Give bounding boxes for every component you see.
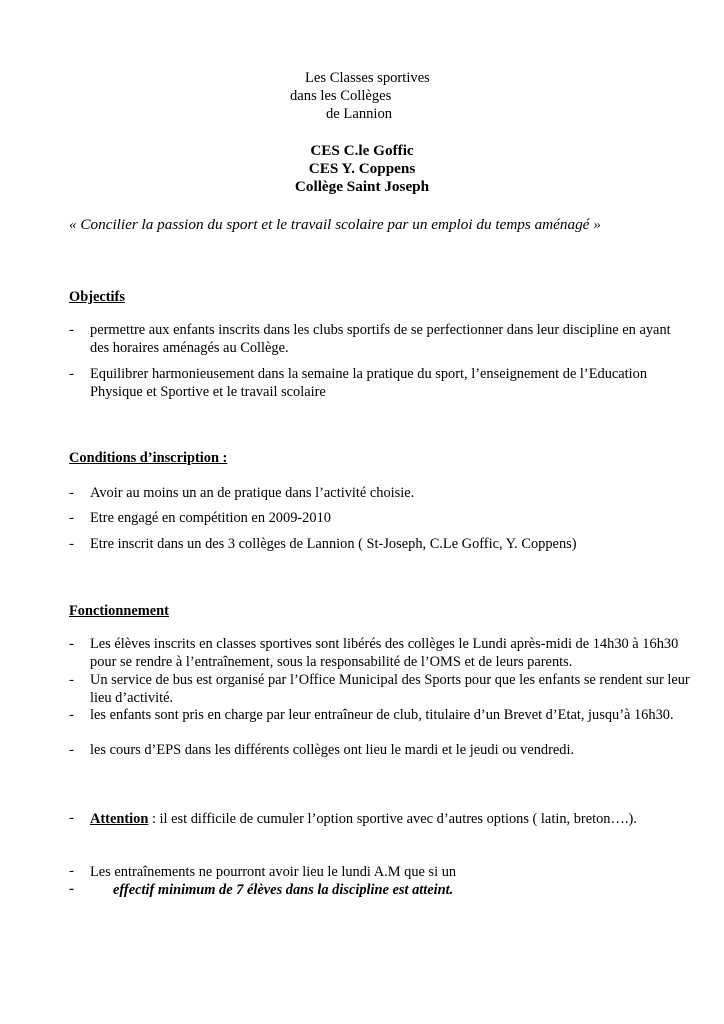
bullet-dash: -: [69, 810, 74, 826]
attention-label: Attention: [90, 811, 149, 827]
fonctionnement-item: les enfants sont pris en charge par leur entraîneur de club, titulaire d’un Brevet d’Etat, jusqu’à 16h30.: [90, 707, 674, 723]
bullet-dash: -: [69, 322, 74, 338]
objectif-item: Equilibrer harmonieusement dans la semaine la pratique du sport, l’enseignement de l’Education Physique et Sportive et le travail scolaire: [90, 366, 648, 400]
bullet-dash: -: [69, 707, 74, 723]
bullet-dash: -: [69, 366, 74, 382]
condition-item: Etre inscrit dans un des 3 collèges de Lannion ( St-Joseph, C.Le Goffic, Y. Coppens): [90, 536, 577, 552]
condition-item: Avoir au moins un an de pratique dans l’activité choisie.: [90, 485, 415, 501]
bullet-dash: -: [69, 636, 74, 652]
attention-text: : il est difficile de cumuler l’option sportive avec d’autres options ( latin, breton….).: [148, 811, 637, 827]
final-note-line-2: effectif minimum de 7 élèves dans la discipline est atteint.: [113, 882, 454, 898]
objectif-item: permettre aux enfants inscrits dans les clubs sportifs de se perfectionner dans leur discipline en ayant des horaires aménagés au Collège.: [90, 322, 671, 356]
school-name: CES Y. Coppens: [308, 160, 416, 177]
school-name: CES C.le Goffic: [310, 142, 414, 159]
school-name: Collège Saint Joseph: [294, 178, 430, 195]
bullet-dash: -: [69, 672, 74, 688]
attention-note: [90, 810, 637, 828]
bullet-dash: -: [69, 863, 74, 879]
bullet-dash: -: [69, 510, 74, 526]
slogan: « Concilier la passion du sport et le travail scolaire par un emploi du temps aménagé »: [69, 216, 601, 233]
bullet-dash: -: [69, 536, 74, 552]
bullet-dash: -: [69, 485, 74, 501]
final-note-line-1: Les entraînements ne pourront avoir lieu le lundi A.M que si un: [90, 864, 457, 880]
section-heading-fonctionnement: Fonctionnement: [69, 603, 169, 619]
fonctionnement-item: Les élèves inscrits en classes sportives sont libérés des collèges le Lundi après-midi de 14h30 à 16h30 pour se rendre à l’entraînement, sous la responsabilité de l’OMS et de leurs parents.: [90, 636, 679, 670]
title-line-2: dans les Collèges: [290, 88, 392, 104]
title-line-1: Les Classes sportives: [305, 70, 430, 86]
fonctionnement-item: Un service de bus est organisé par l’Office Municipal des Sports pour que les enfants se rendent sur leur lieu d’activité.: [90, 672, 690, 706]
bullet-dash: -: [69, 881, 74, 897]
bullet-dash: -: [69, 742, 74, 758]
section-heading-conditions: Conditions d’inscription :: [69, 450, 228, 466]
fonctionnement-item: les cours d’EPS dans les différents collèges ont lieu le mardi et le jeudi ou vendredi.: [90, 742, 575, 758]
title-line-3: de Lannion: [326, 106, 393, 122]
condition-item: Etre engagé en compétition en 2009-2010: [90, 510, 331, 526]
section-heading-objectifs: Objectifs: [69, 289, 125, 305]
